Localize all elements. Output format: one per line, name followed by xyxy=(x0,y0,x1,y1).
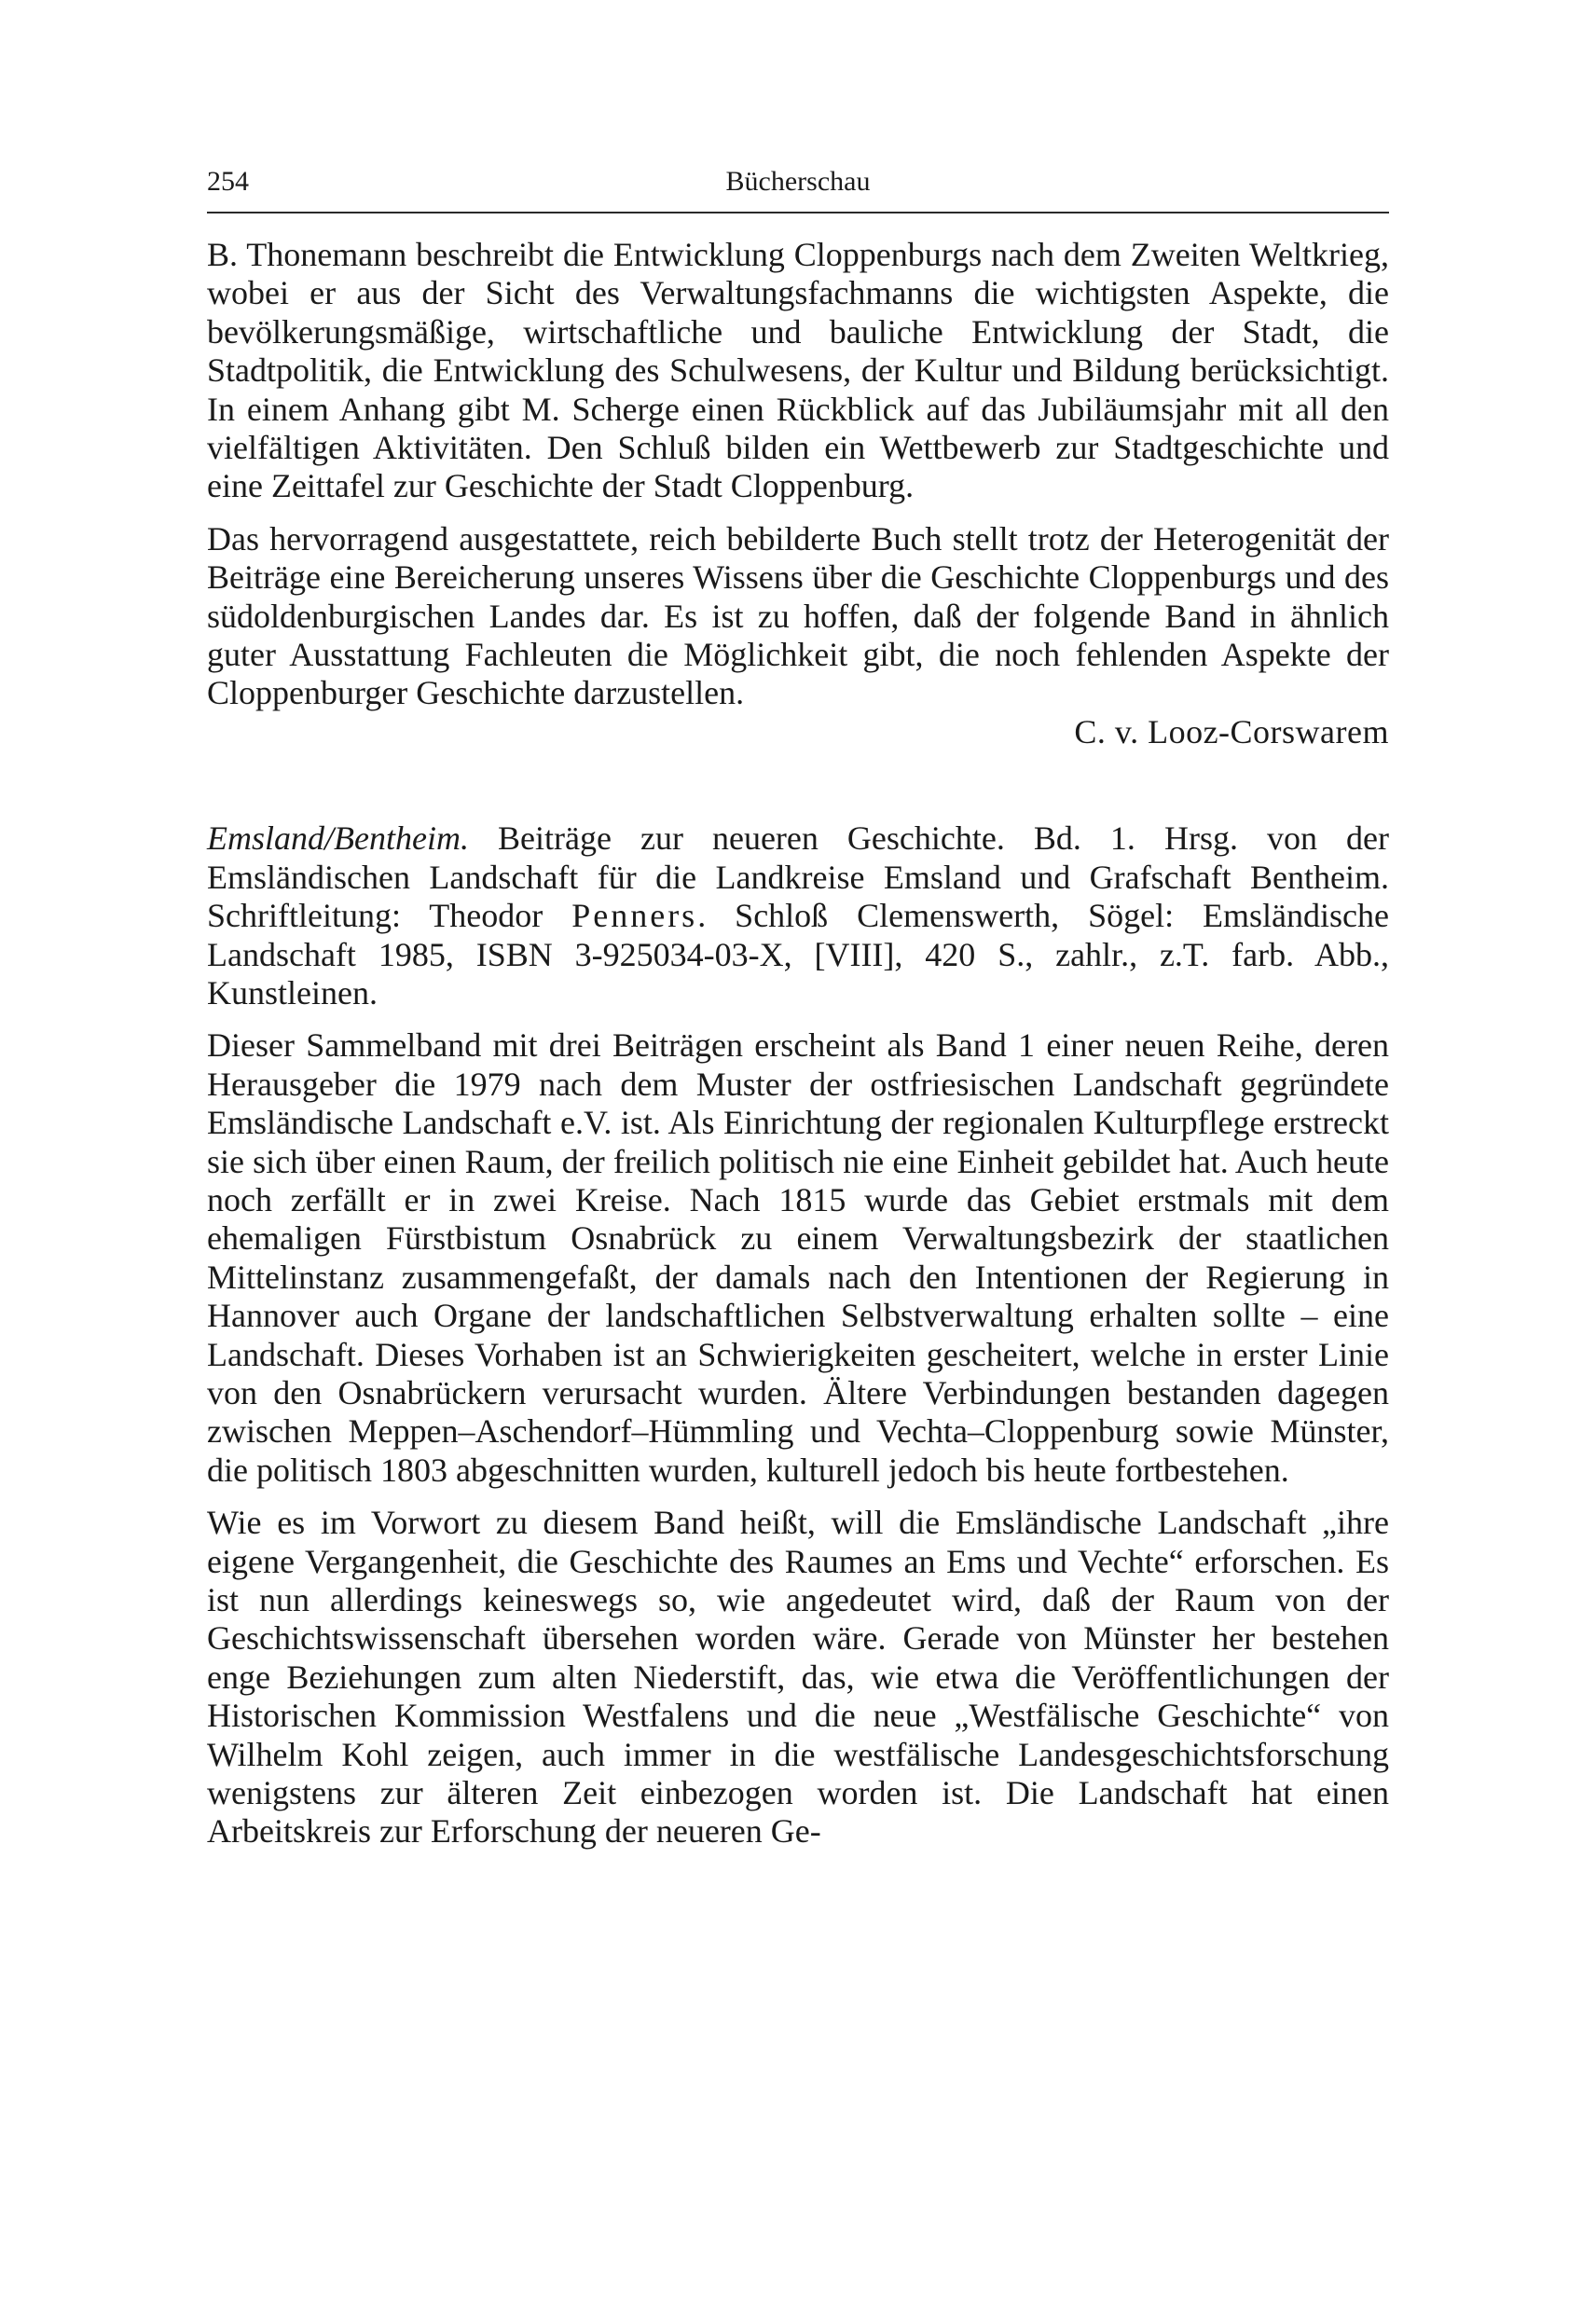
book-title: Emsland/Bentheim. xyxy=(207,819,469,858)
header-rule xyxy=(207,212,1389,213)
review-paragraph: Das hervorragend ausgestattete, reich bebilderte Buch stellt trotz der Heterogenität der Beiträge eine Bereicherung unseres Wissens über die Geschichte Cloppenburgs und des südoldenburgischen Landes dar. Es ist zu hoffen, daß der folgende Band in ähnlich guter Ausstattung Fachleuten die Möglichkeit gibt, die noch fehlenden Aspekte der Cloppenburger Geschichte darzustellen. xyxy=(207,519,1389,712)
review-separator xyxy=(207,751,1389,819)
running-head xyxy=(207,163,1389,212)
citation-text: . Schloß Clemenswerth, Sögel: Emsländische Landschaft 1985, ISBN 3-925034-03-X, [VIII], 420 S., zahlr., z.T. farb. Abb., Kunstleinen. xyxy=(207,897,1389,1012)
citation-text: Beiträge zur neueren Geschichte. Bd. 1. Hrsg. von der Emsländischen Landschaft für die Landkreise Emsland und Grafschaft Bentheim. Schriftleitung: Theodor xyxy=(207,819,1389,935)
page-number: 254 xyxy=(207,166,249,197)
reviewer-signature: C. v. Looz-Corswarem xyxy=(1074,712,1389,750)
book-citation xyxy=(207,819,1389,1012)
editor-name: Penners xyxy=(571,897,698,935)
review-paragraph: Wie es im Vorwort zu diesem Band heißt, will die Emsländische Landschaft „ihre eigene Vergangenheit, die Geschichte des Raumes an Ems und Vechte“ erforschen. Es ist nun allerdings keineswegs so, wie angedeutet wird, daß der Raum von der Geschichtswissenschaft übersehen worden wäre. Gerade von Münster her bestehen enge Beziehungen zum alten Niederstift, das, wie etwa die Veröffentlichungen der Historischen Kommission Westfalens und die neue „Westfälische Geschichte“ von Wilhelm Kohl zeigen, auch immer in die westfälische Landesgeschichtsforschung wenigstens zur älteren Zeit einbezogen worden ist. Die Landschaft hat einen Arbeitskreis zur Erforschung der neueren Ge- xyxy=(207,1504,1389,1851)
review-paragraph: B. Thonemann beschreibt die Entwicklung Cloppenburgs nach dem Zweiten Weltkrieg, wobei er aus der Sicht des Verwaltungsfachmanns die wichtigsten Aspekte, die bevölkerungsmäßige, wirtschaftliche und bauliche Entwicklung der Stadt, die Stadtpolitik, die Entwicklung des Schulwesens, der Kultur und Bildung berücksichtigt. In einem Anhang gibt M. Scherge einen Rückblick auf das Jubiläumsjahr mit all den vielfältigen Aktivitäten. Den Schluß bilden ein Wettbewerb zur Stadtgeschichte und eine Zeittafel zur Geschichte der Stadt Cloppenburg. xyxy=(207,236,1389,505)
book-review-page xyxy=(207,163,1389,1865)
review-paragraph: Dieser Sammelband mit drei Beiträgen erscheint als Band 1 einer neuen Reihe, deren Herausgeber die 1979 nach dem Muster der ostfriesischen Landschaft gegründete Emsländische Landschaft e.V. ist. Als Einrichtung der regionalen Kulturpflege erstreckt sie sich über einen Raum, der freilich politisch nie eine Einheit gebildet hat. Auch heute noch zerfällt er in zwei Kreise. Nach 1815 wurde das Gebiet erstmals mit dem ehemaligen Fürstbistum Osnabrück zu einem Verwaltungsbezirk der staatlichen Mittelinstanz zusammengefaßt, der damals nach den Intentionen der Regierung in Hannover auch Organe der landschaftlichen Selbstverwaltung erhalten sollte – eine Landschaft. Dieses Vorhaben ist an Schwierigkeiten gescheitert, welche in erster Linie von den Osnabrückern verursacht wurden. Ältere Verbindungen bestanden dagegen zwischen Meppen–Aschendorf–Hümmling und Vechta–Cloppenburg sowie Münster, die politisch 1803 abgeschnitten wurden, kulturell jedoch bis heute fortbestehen. xyxy=(207,1026,1389,1489)
running-head-title: Bücherschau xyxy=(725,166,871,197)
